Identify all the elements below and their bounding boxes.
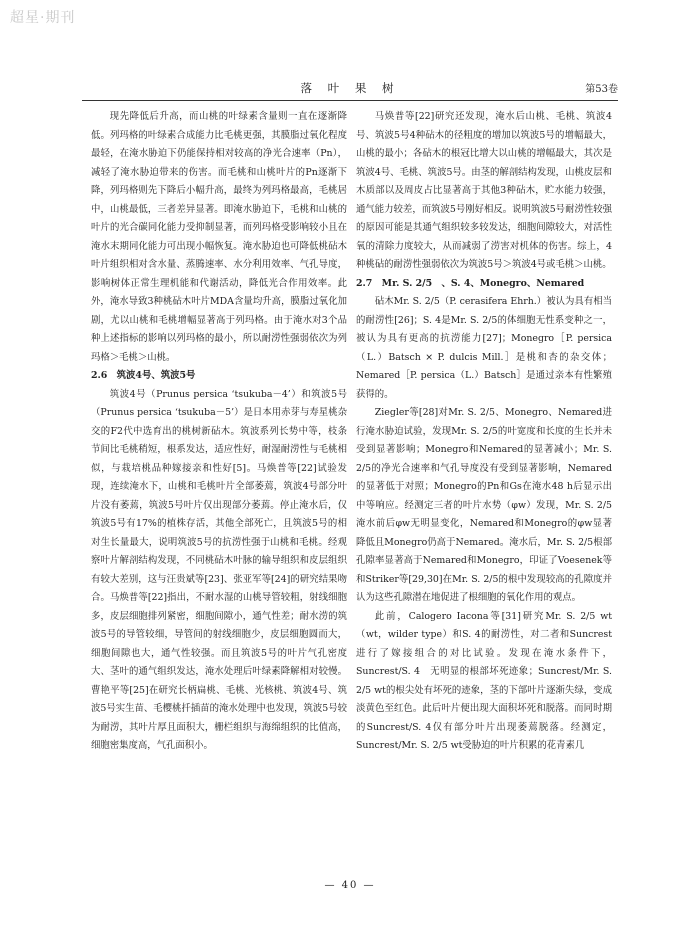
body-paragraph: 筑波4号（Prunus persica ‘tsukuba－4’）和筑波5号（Prunus persica ‘tsukuba－5’）是日本用赤芽与寿星桃杂交的F2代中选育出的桃树新砧木。筑波系列长势中等，枝条节间比毛桃稍短，根系发达，适应性好，耐湿耐涝性与毛桃相似，与栽培桃品种嫁接亲和性好[5]。马焕普等[22]试验发现，连续淹水下，山桃和毛桃叶片全部萎蔫，筑波4号部分叶片没有萎蔫，筑波5号叶片仅出现部分萎蔫。停止淹水后，仅筑波5号有17%的植株存活，其他全部死亡，且筑波5号的相对生长量最大，说明筑波5号的抗涝性强于山桃和毛桃。经观察叶片解剖结构发现，不同桃砧木叶脉的输导组织和皮层组织有较大差别，这与汪贵斌等[23]、张亚军等[24]的研究结果吻合。马焕普等[22]指出，不耐水湿的山桃导管较粗，射线细胞多，皮层细胞排列紧密，细胞间隙小，通气性差；耐水涝的筑波5号的导管较细，导管间的射线细胞少，皮层细胞圆而大，细胞间隙也大，通气性较强。而且筑波5号的叶片气孔密度大、茎叶的通气组织发达，淹水处理后叶绿素降解相对较慢。曹艳平等[25]在研究长柄扁桃、毛桃、光核桃、筑波4号、筑波5号实生苗、毛樱桃扦插苗的淹水处理中也发现，筑波5号较为耐涝，其叶片厚且面积大，栅栏组织与海绵组织的比值高，细胞密集度高，气孔面积小。 [91, 388, 347, 751]
page-number: — 40 — [324, 880, 376, 891]
body-paragraph: Ziegler等[28]对Mr. S. 2/5、Monegro、Nemared进行淹水胁迫试验，发现Mr. S. 2/5的叶宽度和长度的生长并未受到显著影响；Monegro和Nemared的显著减小；Mr. S. 2/5的净光合速率和气孔导度没有受到显著影响，Nemared的显著低于对照；Monegro的Pn和Gs在淹水48 h后显示出中等响应。经测定三者的叶片水势（φw）发现，Mr. S. 2/5 淹水前后φw无明显变化，Nemared和Monegro的φw显著降低且Monegro仍高于Nemared。淹水后，Mr. S. 2/5根部孔隙率显著高于Nemared和Monegro，印证了Voesenek等和Striker等[29,30]在Mr. S. 2/5的根中发现较高的孔隙度并认为这些孔隙潜在地促进了根细胞的氧化作用的观点。 [356, 407, 622, 603]
body-paragraph: 此前，Calogero Iacona等[31]研究Mr. S. 2/5 wt（wt，wilder type）和S. 4的耐涝性，对二者和Suncrest进行了嫁接组合的对比试验。发现在淹水条件下，Suncrest/S. 4 无明显的根部坏死迹象；Suncrest/Mr. S. 2/5 wt的根尖处有坏死的迹象，茎的下部叶片逐渐失绿，变成淡黄色至红色。此后叶片便出现大面积坏死和脱落。而同时期的Suncrest/S. 4仅有部分叶片出现萎蔫脱落。经测定，Suncrest/Mr. S. 2/5 wt受胁迫的叶片积累的花青素几 [356, 610, 612, 751]
section-heading: 2.6 筑波4号、筑波5号 [91, 370, 196, 381]
right-column [356, 108, 622, 756]
journal-title: 落 叶 果 树 [300, 81, 400, 95]
section-heading: 2.7 Mr. S. 2/5 、S. 4、Monegro、Nemared [356, 277, 585, 289]
body-paragraph: 砧木Mr. S. 2/5（P. cerasifera Ehrh.）被认为具有相当的耐涝性[26]；S. 4是Mr. S. 2/5的体细胞无性系变种之一，被认为具有更高的抗涝能力[27]；Monegro［P. persica（L.）Batsch × P. dulcis Mill.］是桃和杏的杂交体；Nemared［P. persica（L.）Batsch］是通过亲本有性繁殖获得的。 [356, 296, 612, 400]
header-rule [82, 100, 618, 101]
left-column [91, 108, 347, 756]
volume-label: 第53卷 [585, 84, 618, 95]
body-paragraph: 现先降低后升高，而山桃的叶绿素含量则一直在逐渐降低。列玛格的叶绿素合成能力比毛桃更强，其膜脂过氧化程度最轻，在淹水胁迫下仍能保持相对较高的净光合速率（Pn），减轻了淹水胁迫带来的伤害。而毛桃和山桃叶片的Pn逐渐下降，列玛格则先下降后小幅升高，最终为列玛格最高，毛桃居中，山桃最低，三者差异显著。即淹水胁迫下，毛桃和山桃的叶片的光合碳同化能力受抑制显著，而列玛格受影响较小且在淹水末期同化能力可出现小幅恢复。淹水胁迫也可降低桃砧木叶片组织相对含水量、蒸腾速率、水分利用效率、气孔导度，影响树体正常生理机能和代谢活动，降低光合作用效率。此外，淹水导致3种桃砧木叶片MDA含量均升高，膜脂过氧化加剧，尤以山桃和毛桃增幅显著高于列玛格。由于淹水对3个品种上述指标的影响以列玛格的最小，所以耐涝性强弱依次为列玛格＞毛桃＞山桃。 [91, 111, 347, 363]
body-paragraph: 马焕普等[22]研究还发现，淹水后山桃、毛桃、筑波4号、筑波5号4种砧木的径粗度的增加以筑波5号的增幅最大，山桃的最小；各砧木的根冠比增大以山桃的增幅最大，其次是筑波4号、毛桃、筑波5号。由茎的解剖结构发现，山桃皮层和木质部以及周皮占比显著高于其他3种砧木，贮水能力较强，通气能力较差，而筑波5号刚好相反。说明筑波5号耐涝性较强的原因可能是其通气组织较多较发达，细胞间隙较大，对活性氧的清除力度较大，从而减弱了涝害对机体的伤害。综上，4种桃砧的耐涝性强弱依次为筑波5号＞筑波4号或毛桃＞山桃。 [356, 111, 612, 270]
running-header [82, 80, 618, 100]
watermark-logo: 超星·期刊 [10, 10, 76, 26]
